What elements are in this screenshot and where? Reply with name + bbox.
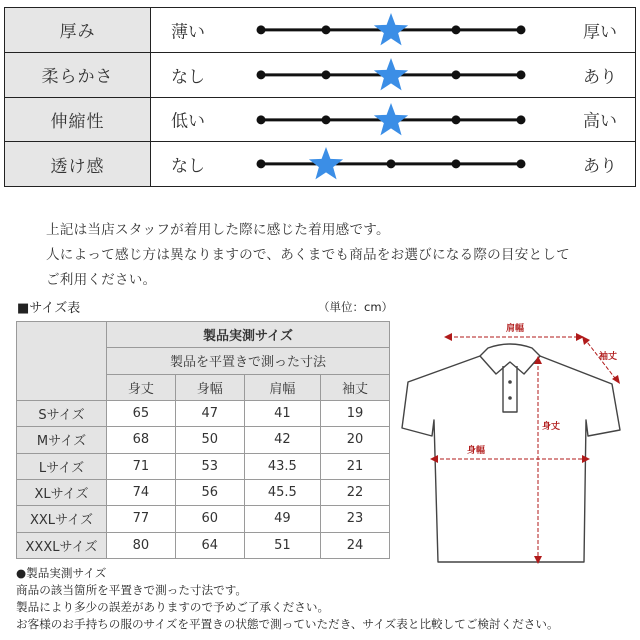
table-cell: 43.5 — [244, 453, 320, 479]
scale-dot — [257, 70, 266, 79]
table-cell: 53 — [175, 453, 244, 479]
chest-width-label: 身幅 — [467, 446, 486, 456]
rating-label: 柔らかさ — [5, 53, 151, 97]
size-name: Mサイズ — [17, 427, 107, 453]
shoulder-width-label: 肩幅 — [506, 324, 525, 334]
rating-scale-svg — [255, 8, 527, 52]
size-name: XLサイズ — [17, 479, 107, 505]
table-row — [17, 427, 390, 453]
table-cell: 45.5 — [244, 479, 320, 505]
table-cell: 24 — [321, 532, 390, 558]
rating-scale-svg — [255, 98, 527, 142]
sleeve-length-label: 袖丈 — [599, 352, 618, 362]
rating-row-thickness — [5, 8, 635, 53]
rating-low-word: 薄い — [171, 22, 205, 43]
body-length-label: 身丈 — [542, 422, 561, 432]
scale-dot — [257, 160, 266, 169]
footnote-line: 製品により多少の誤差がありますので予めご了承ください。 — [16, 600, 330, 614]
size-name: XXLサイズ — [17, 506, 107, 532]
note-line: 上記は当店スタッフが着用した際に感じた着用感です。 — [46, 222, 390, 238]
scale-dot — [452, 160, 461, 169]
rating-label: 透け感 — [5, 142, 151, 186]
table-cell: 71 — [107, 453, 176, 479]
scale-dot — [452, 70, 461, 79]
scale-dot — [517, 160, 526, 169]
arrow-heads — [430, 333, 620, 564]
table-cell: 77 — [107, 506, 176, 532]
rating-star-icon — [374, 58, 408, 90]
footnote-line: お客様のお手持ちの服のサイズを平置きの状態で測っていただき、サイズ表と比較してご検討ください。 — [16, 617, 559, 631]
size-name: Lサイズ — [17, 453, 107, 479]
rating-scale-cell — [151, 98, 635, 142]
scale-dot — [322, 115, 331, 124]
table-cell: 80 — [107, 532, 176, 558]
table-cell: 49 — [244, 506, 320, 532]
table-cell: 65 — [107, 400, 176, 426]
table-cell: 23 — [321, 506, 390, 532]
table-row — [17, 506, 390, 532]
note-line: ご利用ください。 — [46, 272, 157, 288]
shirt-measurement-diagram — [388, 312, 638, 574]
table-cell: 47 — [175, 400, 244, 426]
measure-lines — [434, 337, 618, 560]
rating-high-word: あり — [583, 156, 617, 177]
table-cell: 50 — [175, 427, 244, 453]
table-row — [17, 400, 390, 426]
rating-star-icon — [374, 102, 408, 134]
rating-star-icon — [309, 147, 343, 179]
rating-label: 厚み — [5, 8, 151, 52]
footnote-line: 商品の該当箇所を平置きで測った寸法です。 — [16, 583, 247, 597]
rating-low-word: 低い — [171, 111, 205, 132]
size-name: XXXLサイズ — [17, 532, 107, 558]
table-row — [17, 479, 390, 505]
rating-low-word: なし — [171, 67, 205, 88]
fabric-rating-table — [4, 7, 636, 187]
rating-scale-svg — [255, 53, 527, 97]
rating-row-softness — [5, 53, 635, 98]
column-header: 肩幅 — [244, 374, 320, 400]
rating-scale-cell — [151, 8, 635, 52]
rating-row-stretch — [5, 98, 635, 143]
size-table-unit: （単位：cm） — [318, 300, 394, 314]
rating-scale-cell — [151, 142, 635, 186]
table-cell: 74 — [107, 479, 176, 505]
table-cell: 42 — [244, 427, 320, 453]
table-cell: 60 — [175, 506, 244, 532]
size-table-corner — [17, 322, 107, 401]
scale-dot — [517, 25, 526, 34]
shirt-diagram-svg — [388, 312, 638, 574]
scale-dot — [517, 115, 526, 124]
table-cell: 68 — [107, 427, 176, 453]
scale-dot — [257, 115, 266, 124]
size-table-header: 製品実測サイズ — [107, 322, 390, 348]
table-row — [17, 532, 390, 558]
table-cell: 21 — [321, 453, 390, 479]
table-cell: 22 — [321, 479, 390, 505]
rating-label: 伸縮性 — [5, 98, 151, 142]
rating-high-word: あり — [583, 67, 617, 88]
rating-high-word: 厚い — [583, 22, 617, 43]
size-footnotes — [16, 565, 559, 633]
size-table — [16, 321, 390, 559]
table-cell: 51 — [244, 532, 320, 558]
rating-scale — [255, 8, 527, 52]
scale-dot — [452, 115, 461, 124]
polo-shirt-outline — [402, 344, 620, 562]
table-cell: 20 — [321, 427, 390, 453]
column-header: 袖丈 — [321, 374, 390, 400]
scale-dot — [322, 70, 331, 79]
footnote-line: ●製品実測サイズ — [16, 566, 107, 580]
size-name: Sサイズ — [17, 400, 107, 426]
table-cell: 56 — [175, 479, 244, 505]
rating-low-word: なし — [171, 156, 205, 177]
scale-dot — [387, 160, 396, 169]
wear-feel-note — [46, 218, 570, 293]
placket-buttons — [508, 380, 512, 400]
scale-dot — [257, 25, 266, 34]
column-header: 身幅 — [175, 374, 244, 400]
rating-scale — [255, 98, 527, 142]
table-cell: 64 — [175, 532, 244, 558]
note-line: 人によって感じ方は異なりますので、あくまでも商品をお選びになる際の目安として — [46, 247, 570, 263]
rating-row-sheerness — [5, 142, 635, 186]
rating-scale-cell — [151, 53, 635, 97]
scale-dot — [452, 25, 461, 34]
scale-dot — [517, 70, 526, 79]
table-cell: 41 — [244, 400, 320, 426]
scale-dot — [322, 25, 331, 34]
size-table-title: ■サイズ表 — [17, 301, 81, 316]
rating-star-icon — [374, 13, 408, 45]
column-header: 身丈 — [107, 374, 176, 400]
table-row — [17, 453, 390, 479]
size-table-subheader: 製品を平置きで測った寸法 — [107, 348, 390, 374]
rating-scale-svg — [255, 142, 527, 186]
rating-scale — [255, 142, 527, 186]
table-cell: 19 — [321, 400, 390, 426]
rating-high-word: 高い — [583, 111, 617, 132]
rating-scale — [255, 53, 527, 97]
